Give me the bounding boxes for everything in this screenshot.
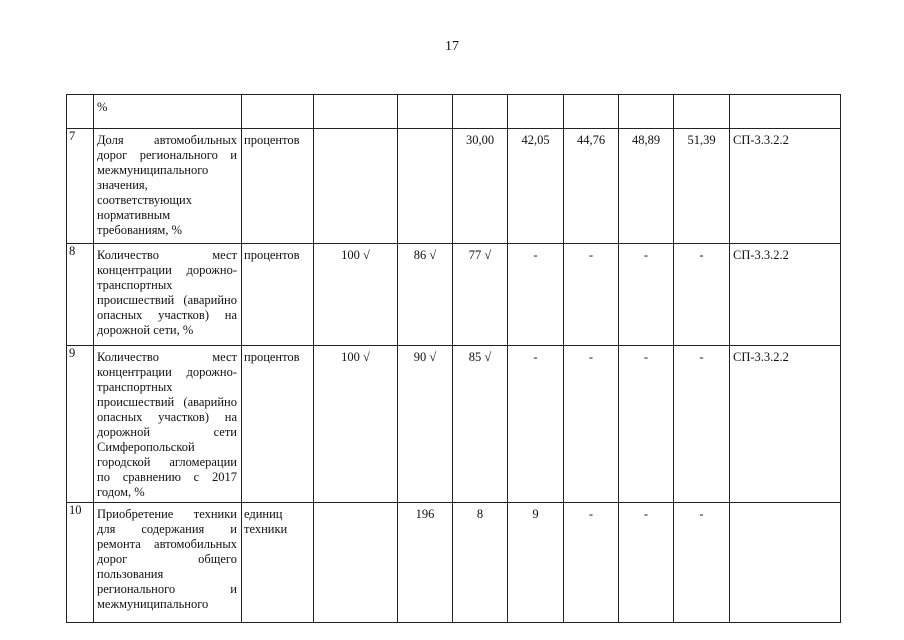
cell-no: 8 xyxy=(67,244,94,346)
cell-value: - xyxy=(674,503,730,623)
cell-value: 90 √ xyxy=(398,346,453,503)
cell-no: 7 xyxy=(67,129,94,244)
cell-value: - xyxy=(564,244,619,346)
cell-value: - xyxy=(674,244,730,346)
cell-name: Доля автомобильных дорог регионального и межмуниципального значения, соответствующих нормативным требованиям, % xyxy=(94,129,242,244)
cell-reference: СП-3.3.2.2 xyxy=(730,244,841,346)
cell-reference xyxy=(730,503,841,623)
cell-value: - xyxy=(508,346,564,503)
cell-reference: СП-3.3.2.2 xyxy=(730,129,841,244)
cell-unit: единиц техники xyxy=(242,503,314,623)
cell-value xyxy=(398,129,453,244)
cell-unit: процентов xyxy=(242,346,314,503)
cell-name: Количество мест концентрации дорожно-транспортных происшествий (аварийно опасных участков) на дорожной сети Симферопольской городской агломерации по сравнению с 2017 годом, % xyxy=(94,346,242,503)
cell-value: - xyxy=(564,503,619,623)
cell-value: 86 √ xyxy=(398,244,453,346)
cell-no: 10 xyxy=(67,503,94,623)
cell-value: - xyxy=(619,244,674,346)
cell-value: 51,39 xyxy=(674,129,730,244)
cell-value: - xyxy=(674,346,730,503)
cell-value: 100 √ xyxy=(314,244,398,346)
cell-value: 77 √ xyxy=(453,244,508,346)
cell-value: 42,05 xyxy=(508,129,564,244)
table-row-header-continuation xyxy=(67,95,841,129)
cell-value: 44,76 xyxy=(564,129,619,244)
cell-value: 196 xyxy=(398,503,453,623)
cell-value: - xyxy=(619,503,674,623)
cell-value: - xyxy=(508,244,564,346)
cell-value xyxy=(314,503,398,623)
cell-reference: СП-3.3.2.2 xyxy=(730,346,841,503)
cell-name: % xyxy=(94,95,242,129)
indicators-table xyxy=(66,94,841,623)
cell-value: 9 xyxy=(508,503,564,623)
cell-name: Приобретение техники для содержания и ремонта автомобильных дорог общего пользования регионального и межмуниципального xyxy=(94,503,242,623)
page-number: 17 xyxy=(445,39,459,54)
cell-value: 8 xyxy=(453,503,508,623)
cell-name: Количество мест концентрации дорожно-транспортных происшествий (аварийно опасных участков) на дорожной сети, % xyxy=(94,244,242,346)
cell-value xyxy=(314,129,398,244)
table-row xyxy=(67,346,841,503)
cell-value: 30,00 xyxy=(453,129,508,244)
cell-unit: процентов xyxy=(242,244,314,346)
cell-value: 48,89 xyxy=(619,129,674,244)
table-row xyxy=(67,244,841,346)
cell-unit: процентов xyxy=(242,129,314,244)
table-row xyxy=(67,129,841,244)
cell-value: - xyxy=(564,346,619,503)
cell-value: 85 √ xyxy=(453,346,508,503)
cell-value: - xyxy=(619,346,674,503)
cell-value: 100 √ xyxy=(314,346,398,503)
cell-no: 9 xyxy=(67,346,94,503)
table-row xyxy=(67,503,841,623)
cell-no xyxy=(67,95,94,129)
